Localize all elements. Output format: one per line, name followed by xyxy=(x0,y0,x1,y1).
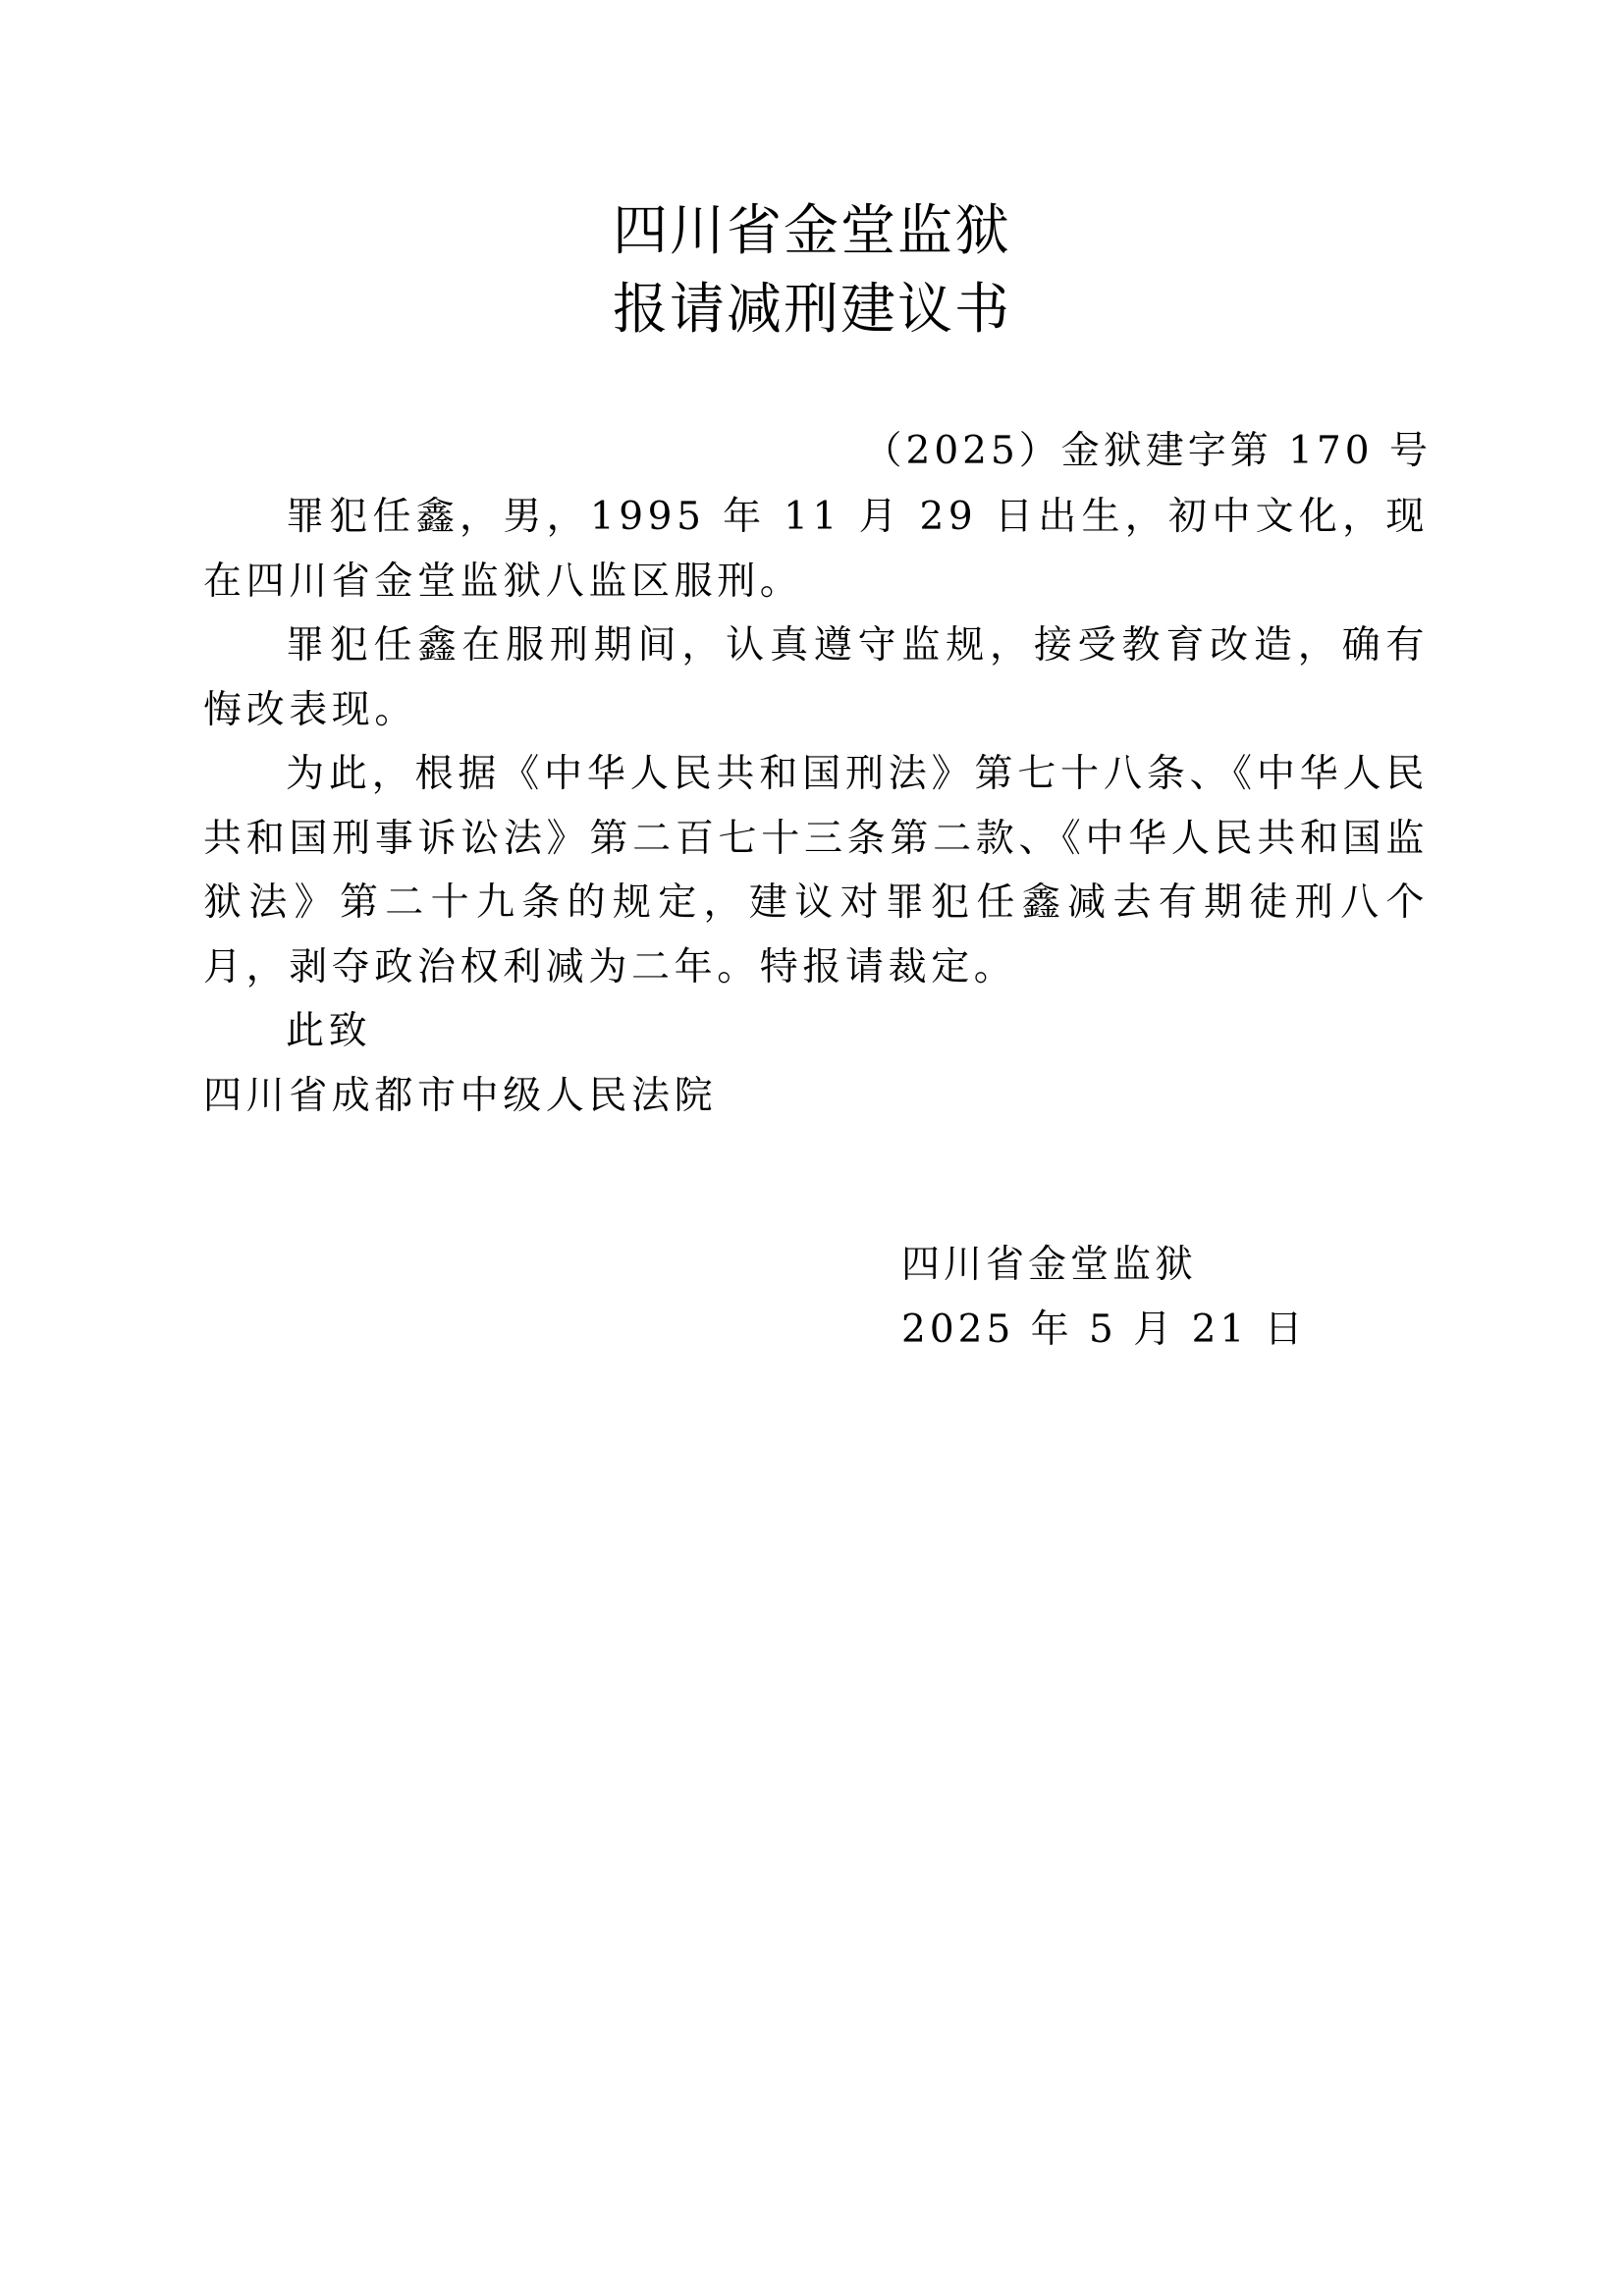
document-body xyxy=(203,485,1429,1128)
paragraph-prisoner-info: 罪犯任鑫，男，1995 年 11 月 29 日出生，初中文化，现在四川省金堂监狱八监区服刑。 xyxy=(203,495,1429,604)
paragraph-legal-basis: 为此，根据《中华人民共和国刑法》第七十八条、《中华人民共和国刑事诉讼法》第二百七十三条第二款、《中华人民共和国监狱法》第二十九条的规定，建议对罪犯任鑫减去有期徒刑八个月，剥夺政治权利减为二年。特报请裁定。 xyxy=(203,752,1429,989)
issue-date: 2025 年 5 月 21 日 xyxy=(901,1308,1307,1352)
document-title-line1: 四川省金堂监狱 xyxy=(613,199,1011,263)
recipient: 四川省成都市中级人民法院 xyxy=(203,1073,718,1118)
document-title-line2: 报请减刑建议书 xyxy=(613,278,1011,342)
document-number: （2025）金狱建字第 170 号 xyxy=(863,429,1432,473)
signature-block xyxy=(901,1233,1307,1362)
paragraph-behavior: 罪犯任鑫在服刑期间，认真遵守监规，接受教育改造，确有悔改表现。 xyxy=(203,623,1429,732)
paragraph-salutation: 此致 xyxy=(286,1009,372,1053)
issuer-name: 四川省金堂监狱 xyxy=(901,1243,1198,1287)
